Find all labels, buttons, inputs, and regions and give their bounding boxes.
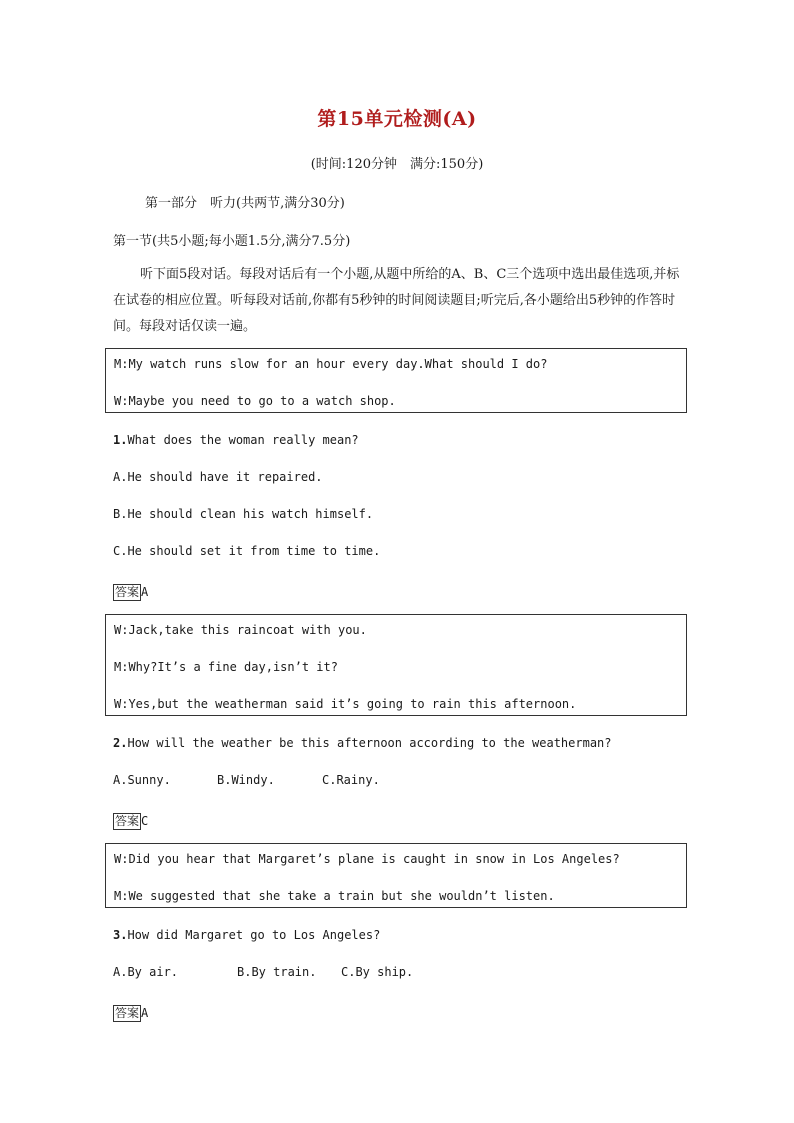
answer-tag: 答案 (115, 1006, 140, 1020)
dialogue-box-1 (105, 348, 687, 413)
option-b: B.Windy. (217, 773, 275, 787)
question-1 (113, 433, 359, 447)
option-c: C.Rainy. (322, 773, 380, 787)
answer-tag: 答案 (115, 585, 140, 599)
dialogue-box-3 (105, 843, 687, 908)
dialogue-line: W:Did you hear that Margaret’s plane is caught in snow in Los Angeles? (114, 852, 620, 866)
answer-3 (113, 1002, 148, 1022)
part-heading: 第一部分 听力(共两节,满分30分) (145, 196, 345, 211)
instructions-paragraph: 听下面5段对话。每段对话后有一个小题,从题中所给的A、B、C三个选项中选出最佳选项,并标在试卷的相应位置。听每段对话前,你都有5秒钟的时间阅读题目;听完后,各小题给出5秒钟的作答时间。每段对话仅读一遍。 (113, 267, 680, 334)
section-heading: 第一节(共5小题;每小题1.5分,满分7.5分) (113, 234, 351, 249)
option-c: C.He should set it from time to time. (113, 544, 381, 558)
dialogue-line: M:We suggested that she take a train but she wouldn’t listen. (114, 889, 555, 903)
answer-tag: 答案 (115, 814, 140, 828)
question-2 (113, 736, 612, 750)
exam-time-score: (时间:120分钟 满分:150分) (310, 157, 484, 172)
question-3 (113, 928, 380, 942)
option-a: A.Sunny. (113, 773, 171, 787)
page-title: 第15单元检测(A) (317, 108, 477, 130)
answer-value: A (141, 585, 149, 599)
question-number: 1. (113, 433, 128, 447)
dialogue-line: W:Yes,but the weatherman said it’s going to rain this afternoon. (114, 697, 577, 711)
question-number: 2. (113, 736, 128, 750)
question-stem: What does the woman really mean? (127, 433, 359, 447)
option-c: C.By ship. (341, 965, 414, 979)
option-b: B.He should clean his watch himself. (113, 507, 374, 521)
dialogue-box-2 (105, 614, 687, 716)
option-a: A.By air. (113, 965, 179, 979)
option-a: A.He should have it repaired. (113, 470, 323, 484)
question-stem: How did Margaret go to Los Angeles? (127, 928, 381, 942)
answer-1 (113, 581, 148, 601)
answer-2 (113, 810, 148, 830)
option-b: B.By train. (237, 965, 317, 979)
dialogue-line: W:Jack,take this raincoat with you. (114, 623, 367, 637)
answer-value: C (141, 814, 149, 828)
question-number: 3. (113, 928, 128, 942)
dialogue-line: M:My watch runs slow for an hour every day.What should I do? (114, 357, 548, 371)
dialogue-line: W:Maybe you need to go to a watch shop. (114, 394, 396, 408)
dialogue-line: M:Why?It’s a fine day,isn’t it? (114, 660, 338, 674)
answer-value: A (141, 1006, 149, 1020)
question-stem: How will the weather be this afternoon according to the weatherman? (127, 736, 612, 750)
